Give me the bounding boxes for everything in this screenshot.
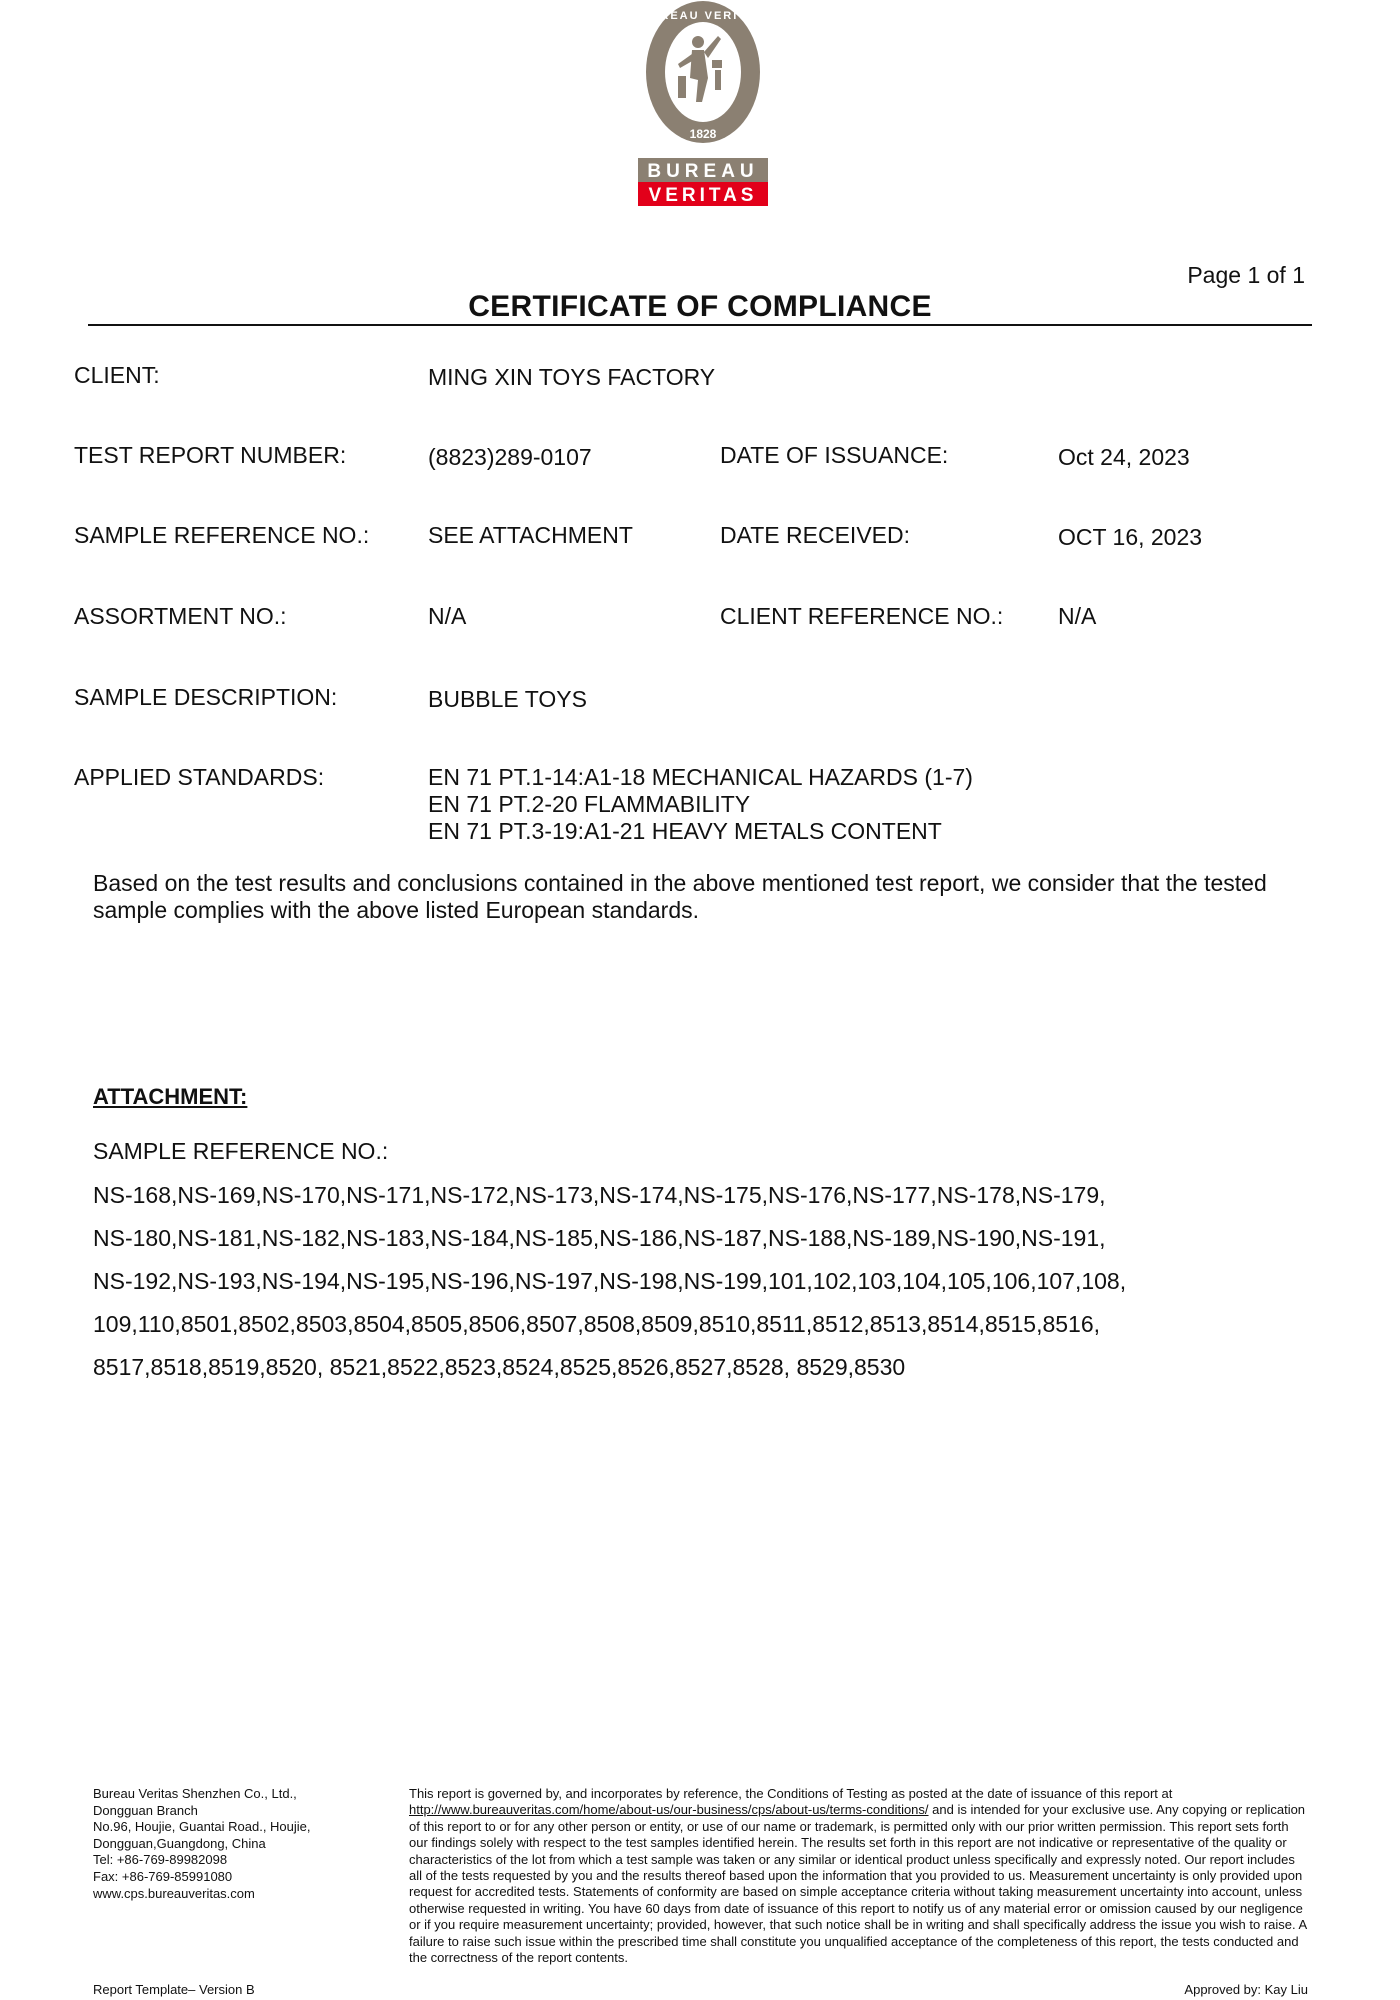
client-ref-value: N/A xyxy=(1058,603,1097,629)
sample-ref-line: NS-168,NS-169,NS-170,NS-171,NS-172,NS-173,NS-174,NS-175,NS-176,NS-177,NS-178,NS-179, xyxy=(93,1182,1106,1208)
report-template-version: Report Template– Version B xyxy=(93,1982,255,1997)
assortment-label: ASSORTMENT NO.: xyxy=(74,603,287,629)
address-line: Dongguan,Guangdong, China xyxy=(93,1835,266,1851)
standard-item: EN 71 PT.3-19:A1-21 HEAVY METALS CONTENT xyxy=(428,818,942,844)
attachment-heading: ATTACHMENT: xyxy=(93,1084,248,1109)
received-value: OCT 16, 2023 xyxy=(1058,524,1203,550)
page-number: Page 1 of 1 xyxy=(1187,262,1305,288)
address-line: No.96, Houjie, Guantai Road., Houjie, xyxy=(93,1819,311,1835)
standards-list xyxy=(428,764,973,845)
address-line: Fax: +86-769-85991080 xyxy=(93,1868,233,1884)
bureau-veritas-seal-icon xyxy=(618,0,788,210)
logo-word-veritas: VERITAS xyxy=(648,185,758,206)
footer-address xyxy=(93,1786,393,1902)
report-number-value: (8823)289-0107 xyxy=(428,444,592,470)
standard-item: EN 71 PT.1-14:A1-18 MECHANICAL HAZARDS (1-7) xyxy=(428,764,973,790)
page-title: CERTIFICATE OF COMPLIANCE xyxy=(468,290,932,323)
sample-ref-line: 109,110,8501,8502,8503,8504,8505,8506,8507,8508,8509,8510,8511,8512,8513,8514,8515,8516, xyxy=(93,1311,1101,1337)
description-label: SAMPLE DESCRIPTION: xyxy=(74,684,338,710)
footer-legal-notice xyxy=(409,1786,1309,1966)
address-line: Tel: +86-769-89982098 xyxy=(93,1852,228,1868)
legal-body: and is intended for your exclusive use. Any copying or replication of this report to or for any other person or entity, or use of our name or trademark, is permitted only with our prior written permission. This report sets forth our findings solely with respect to the test samples identified herein. The results set forth in this report are not indicative or representative of the quality or characteristics of the lot from which a test sample was taken or any similar or identical product unless specifically and expressly noted. Our report includes all of the tests requested by you and the results thereof based upon the information that you provided to us. Measurement uncertainty is only provided upon request for accredited tests. Statements of conformity are based on simple acceptance criteria without taking measurement uncertainty into account, unless otherwise requested in writing. You have 60 days from date of issuance of this report to notify us of any material error or omission caused by our negligence or if you require measurement uncertainty; provided, however, that such notice shall be in writing and shall specifically address the issue you wish to raise. A failure to raise such issue within the prescribed time shall constitute you unqualified acceptance of the completeness of this report, the tests conducted and the correctness of the report contents. xyxy=(409,1802,1307,1966)
sample-ref-line: NS-192,NS-193,NS-194,NS-195,NS-196,NS-197,NS-198,NS-199,101,102,103,104,105,106,107,108, xyxy=(93,1268,1127,1294)
description-value: BUBBLE TOYS xyxy=(428,686,587,712)
conclusion-paragraph: Based on the test results and conclusions contained in the above mentioned test report, we consider that the tested sample complies with the above listed European standards. xyxy=(93,870,1267,923)
logo-ring-text: BUREAU VERITAS xyxy=(640,10,766,22)
report-number-label: TEST REPORT NUMBER: xyxy=(74,442,347,468)
approved-by: Approved by: Kay Liu xyxy=(1184,1982,1308,1997)
address-line: Bureau Veritas Shenzhen Co., Ltd., xyxy=(93,1786,297,1801)
issuance-value: Oct 24, 2023 xyxy=(1058,444,1190,470)
sample-ref-label: SAMPLE REFERENCE NO.: xyxy=(74,522,370,548)
bureau-veritas-logo xyxy=(618,0,788,210)
standard-item: EN 71 PT.2-20 FLAMMABILITY xyxy=(428,791,751,817)
logo-word-bureau: BUREAU xyxy=(647,161,759,182)
received-label: DATE RECEIVED: xyxy=(720,522,910,548)
standards-label: APPLIED STANDARDS: xyxy=(74,764,325,790)
sample-ref-line: NS-180,NS-181,NS-182,NS-183,NS-184,NS-185,NS-186,NS-187,NS-188,NS-189,NS-190,NS-191, xyxy=(93,1225,1106,1251)
client-value: MING XIN TOYS FACTORY xyxy=(428,364,716,390)
client-ref-label: CLIENT REFERENCE NO.: xyxy=(720,603,1004,629)
terms-link[interactable]: http://www.bureauveritas.com/home/about-us/our-business/cps/about-us/terms-conditions/ xyxy=(409,1802,929,1818)
issuance-label: DATE OF ISSUANCE: xyxy=(720,442,949,468)
sample-ref-value: SEE ATTACHMENT xyxy=(428,522,633,548)
attachment-subheading: SAMPLE REFERENCE NO.: xyxy=(93,1138,389,1164)
sample-ref-line: 8517,8518,8519,8520, 8521,8522,8523,8524,8525,8526,8527,8528, 8529,8530 xyxy=(93,1354,906,1380)
legal-intro: This report is governed by, and incorporates by reference, the Conditions of Testing as posted at the date of issuance of this report at xyxy=(409,1786,1173,1801)
assortment-value: N/A xyxy=(428,603,467,629)
client-label: CLIENT: xyxy=(74,362,160,388)
title-divider xyxy=(88,324,1312,326)
address-website[interactable]: www.cps.bureauveritas.com xyxy=(93,1885,255,1901)
logo-year: 1828 xyxy=(689,127,717,141)
address-line: Dongguan Branch xyxy=(93,1802,198,1818)
